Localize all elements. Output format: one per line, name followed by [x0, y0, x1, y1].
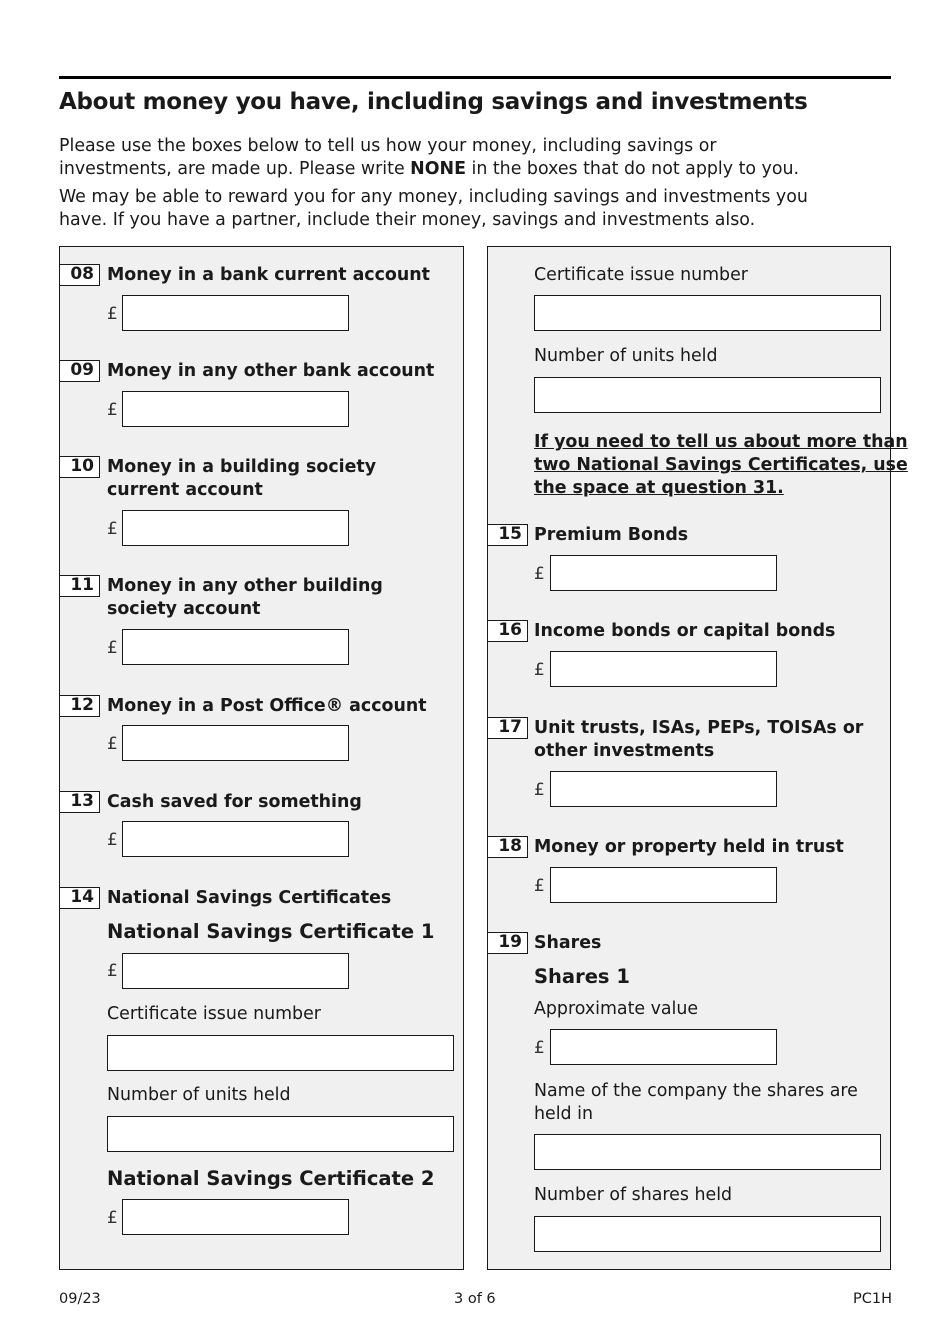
- building-society-current-input[interactable]: [122, 510, 349, 546]
- top-rule: [59, 76, 891, 79]
- question-label-10a: Money in a building society: [107, 457, 377, 477]
- page-title: About money you have, including savings and investments: [59, 89, 808, 115]
- footer-form-code: PC1H: [853, 1291, 892, 1307]
- question-number-15: 15: [488, 524, 528, 546]
- question-label-17b: other investments: [534, 741, 715, 761]
- post-office-account-input[interactable]: [122, 725, 349, 761]
- unit-trusts-input[interactable]: [550, 771, 777, 807]
- question-label-15: Premium Bonds: [534, 525, 689, 545]
- pound-sign: £: [107, 1208, 118, 1228]
- certificate-1-issue-input[interactable]: [107, 1035, 454, 1071]
- other-bank-account-input[interactable]: [122, 391, 349, 427]
- footer-date: 09/23: [59, 1291, 101, 1307]
- certificate-2-value-input[interactable]: [122, 1199, 349, 1235]
- certificate-1-units-input[interactable]: [107, 1116, 454, 1152]
- pound-sign: £: [107, 304, 118, 324]
- certificate-1-value-input[interactable]: [122, 953, 349, 989]
- question-number-19: 19: [488, 932, 528, 954]
- question-label-16: Income bonds or capital bonds: [534, 621, 836, 641]
- bank-current-account-input[interactable]: [122, 295, 349, 331]
- pound-sign: £: [107, 961, 118, 981]
- question-number-08: 08: [60, 264, 100, 286]
- intro-line-2: investments, are made up. Please write NONE in the boxes that do not apply to you.: [59, 159, 800, 179]
- question-number-10: 10: [60, 456, 100, 478]
- question-label-18: Money or property held in trust: [534, 837, 844, 857]
- certificate-1-heading: National Savings Certificate 1: [107, 920, 435, 943]
- footer-page-number: 3 of 6: [454, 1291, 496, 1307]
- company-name-input[interactable]: [534, 1134, 881, 1170]
- certificate-2-units-input[interactable]: [534, 377, 881, 413]
- certificate-2-heading: National Savings Certificate 2: [107, 1167, 435, 1190]
- note-line-1: If you need to tell us about more than: [534, 432, 908, 452]
- pound-sign: £: [534, 564, 545, 584]
- trust-input[interactable]: [550, 867, 777, 903]
- intro-line-3: We may be able to reward you for any money, including savings and investments you: [59, 187, 808, 207]
- pound-sign: £: [534, 660, 545, 680]
- question-label-12: Money in a Post Office® account: [107, 696, 427, 716]
- question-label-11b: society account: [107, 599, 261, 619]
- pound-sign: £: [107, 400, 118, 420]
- certificate-1-issue-label: Certificate issue number: [107, 1004, 321, 1024]
- premium-bonds-input[interactable]: [550, 555, 777, 591]
- question-label-14: National Savings Certificates: [107, 888, 392, 908]
- other-building-society-input[interactable]: [122, 629, 349, 665]
- question-number-11: 11: [60, 575, 100, 597]
- pound-sign: £: [534, 1038, 545, 1058]
- certificate-1-units-label: Number of units held: [107, 1085, 291, 1105]
- question-number-18: 18: [488, 836, 528, 858]
- note-line-3: the space at question 31.: [534, 478, 784, 498]
- question-number-14: 14: [60, 887, 100, 909]
- approx-value-label: Approximate value: [534, 999, 699, 1019]
- company-name-label-1: Name of the company the shares are: [534, 1081, 858, 1101]
- question-label-19: Shares: [534, 933, 602, 953]
- note-line-2: two National Savings Certificates, use: [534, 455, 908, 475]
- shares-held-input[interactable]: [534, 1216, 881, 1252]
- intro-line-4: have. If you have a partner, include their money, savings and investments also.: [59, 210, 756, 230]
- question-number-17: 17: [488, 717, 528, 739]
- pound-sign: £: [107, 519, 118, 539]
- shares-1-heading: Shares 1: [534, 965, 630, 988]
- question-label-17a: Unit trusts, ISAs, PEPs, TOISAs or: [534, 718, 864, 738]
- certificate-2-issue-label: Certificate issue number: [534, 265, 748, 285]
- question-label-11a: Money in any other building: [107, 576, 383, 596]
- right-form-panel: [487, 246, 908, 1270]
- question-label-09: Money in any other bank account: [107, 361, 435, 381]
- income-bonds-input[interactable]: [550, 651, 777, 687]
- pound-sign: £: [534, 780, 545, 800]
- company-name-label-2: held in: [534, 1104, 593, 1124]
- cash-saved-input[interactable]: [122, 821, 349, 857]
- pound-sign: £: [107, 638, 118, 658]
- certificate-2-issue-input[interactable]: [534, 295, 881, 331]
- shares-value-input[interactable]: [550, 1029, 777, 1065]
- certificate-2-units-label: Number of units held: [534, 346, 718, 366]
- question-number-09: 09: [60, 360, 100, 382]
- question-number-12: 12: [60, 695, 100, 717]
- pound-sign: £: [107, 830, 118, 850]
- intro-line-1: Please use the boxes below to tell us how your money, including savings or: [59, 136, 717, 156]
- pound-sign: £: [534, 876, 545, 896]
- question-number-13: 13: [60, 791, 100, 813]
- question-label-10b: current account: [107, 480, 263, 500]
- question-label-13: Cash saved for something: [107, 792, 362, 812]
- left-form-panel: [59, 246, 464, 1270]
- pound-sign: £: [107, 734, 118, 754]
- question-number-16: 16: [488, 620, 528, 642]
- shares-held-label: Number of shares held: [534, 1185, 733, 1205]
- question-label-08: Money in a bank current account: [107, 265, 430, 285]
